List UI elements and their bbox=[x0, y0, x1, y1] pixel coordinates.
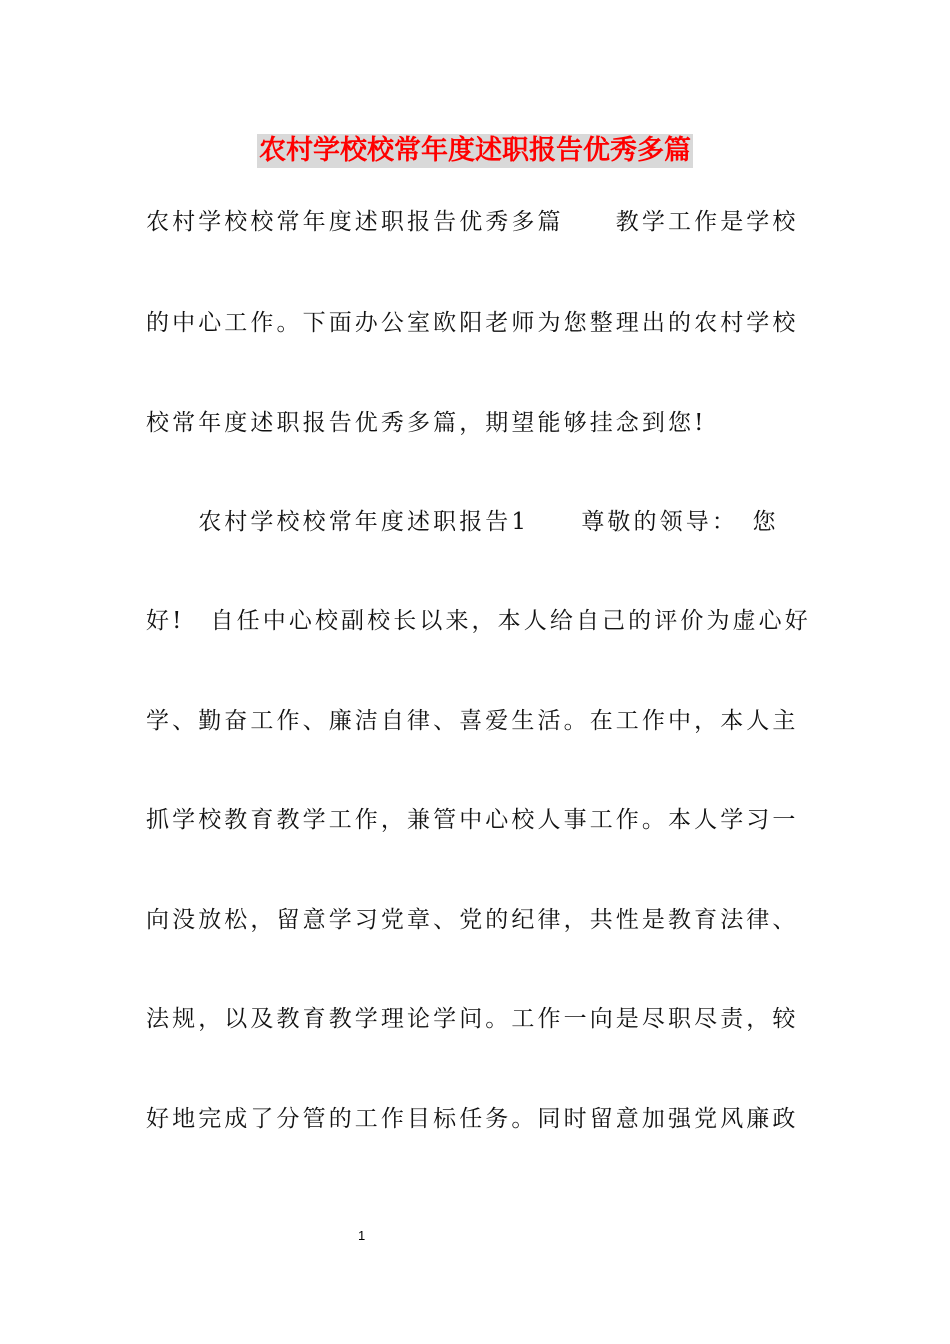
body-line-1: 农村学校校常年度述职报告优秀多篇 教学工作是学校 bbox=[146, 209, 799, 235]
body-line-7: 抓学校教育教学工作，兼管中心校人事工作。本人学习一 bbox=[146, 807, 799, 833]
document-title: 农村学校校常年度述职报告优秀多篇 bbox=[259, 135, 691, 166]
body-line-3: 校常年度述职报告优秀多篇，期望能够挂念到您! bbox=[146, 410, 707, 436]
body-line-4: 农村学校校常年度述职报告1 尊敬的领导： 您 bbox=[146, 509, 779, 535]
body-line-2: 的中心工作。下面办公室欧阳老师为您整理出的农村学校 bbox=[146, 310, 799, 336]
body-line-10: 好地完成了分管的工作目标任务。同时留意加强党风廉政 bbox=[146, 1106, 799, 1132]
body-line-6: 学、勤奋工作、廉洁自律、喜爱生活。在工作中，本人主 bbox=[146, 708, 799, 734]
body-line-9: 法规，以及教育教学理论学问。工作一向是尽职尽责，较 bbox=[146, 1006, 799, 1032]
body-line-5: 好! 自任中心校副校长以来，本人给自己的评价为虚心好 bbox=[146, 608, 811, 634]
body-line-8: 向没放松，留意学习党章、党的纪律，共性是教育法律、 bbox=[146, 907, 799, 933]
page-number: 1 bbox=[358, 1228, 366, 1243]
title-wrap bbox=[0, 134, 950, 168]
